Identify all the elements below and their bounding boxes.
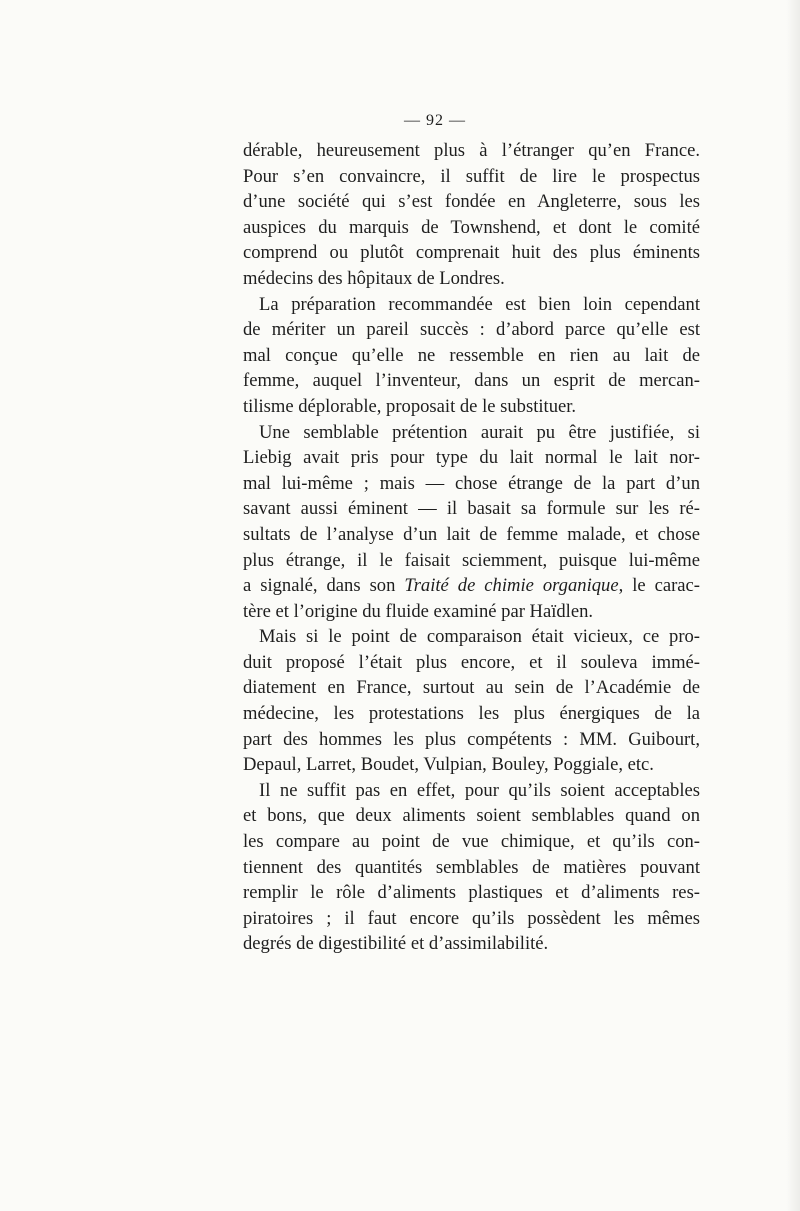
book-title-italic: Traité de chimie organique	[404, 575, 619, 597]
text-line: médecine, les protestations les plus énergiques de la	[243, 703, 700, 725]
text-line-paragraph-end: tilisme déplorable, proposait de le substituer.	[243, 395, 577, 417]
text-fragment: a signalé, dans son	[243, 575, 405, 597]
text-fragment: , le carac-	[618, 575, 700, 597]
text-line: savant aussi éminent — il basait sa formule sur les ré-	[243, 498, 700, 520]
text-line: remplir le rôle d’aliments plastiques et d’aliments res-	[243, 882, 700, 904]
page-edge-shadow	[786, 0, 800, 1211]
body-text	[243, 138, 700, 957]
text-line: diatement en France, surtout au sein de l’Académie de	[243, 677, 700, 699]
text-line: comprend ou plutôt comprenait huit des plus éminents	[243, 242, 700, 264]
text-line: plus étrange, il le faisait sciemment, puisque lui-même	[243, 549, 700, 571]
text-line-paragraph-end: degrés de digestibilité et d’assimilabilité.	[243, 933, 549, 955]
text-line-paragraph-end: tère et l’origine du fluide examiné par Haïdlen.	[243, 600, 594, 622]
text-line: d’une société qui s’est fondée en Angleterre, sous les	[243, 191, 700, 213]
text-line: sultats de l’analyse d’un lait de femme malade, et chose	[243, 523, 700, 545]
text-line: Pour s’en convaincre, il suffit de lire le prospectus	[243, 165, 700, 187]
text-line-paragraph-end: médecins des hôpitaux de Londres.	[243, 267, 505, 289]
text-line-paragraph-end: Depaul, Larret, Boudet, Vulpian, Bouley, Poggiale, etc.	[243, 754, 654, 776]
text-line: femme, auquel l’inventeur, dans un esprit de mercan-	[243, 370, 700, 392]
text-line: mal conçue qu’elle ne ressemble en rien au lait de	[243, 344, 700, 366]
text-line-with-title	[243, 573, 700, 599]
text-line: les compare au point de vue chimique, et qu’ils con-	[243, 831, 700, 853]
text-line: et bons, que deux aliments soient semblables quand on	[243, 805, 700, 827]
text-line: piratoires ; il faut encore qu’ils possèdent les mêmes	[243, 907, 700, 929]
page-number: — 92 —	[404, 112, 466, 129]
text-line: part des hommes les plus compétents : MM. Guibourt,	[243, 728, 700, 750]
paragraph-start-line: Mais si le point de comparaison était vicieux, ce pro-	[259, 626, 700, 648]
paragraph-start-line: La préparation recommandée est bien loin cependant	[259, 293, 700, 315]
text-line: Liebig avait pris pour type du lait normal le lait nor-	[243, 447, 700, 469]
paragraph-start-line: Une semblable prétention aurait pu être justifiée, si	[259, 421, 700, 443]
text-line: tiennent des quantités semblables de matières pouvant	[243, 856, 700, 878]
text-line: duit proposé l’était plus encore, et il souleva immé-	[243, 651, 700, 673]
text-line: dérable, heureusement plus à l’étranger qu’en France.	[243, 140, 700, 161]
paragraph-start-line: Il ne suffit pas en effet, pour qu’ils soient acceptables	[259, 779, 700, 801]
text-line: de mériter un pareil succès : d’abord parce qu’elle est	[243, 319, 700, 341]
text-line: mal lui-même ; mais — chose étrange de la part d’un	[243, 472, 700, 494]
text-line: auspices du marquis de Townshend, et dont le comité	[243, 216, 700, 238]
